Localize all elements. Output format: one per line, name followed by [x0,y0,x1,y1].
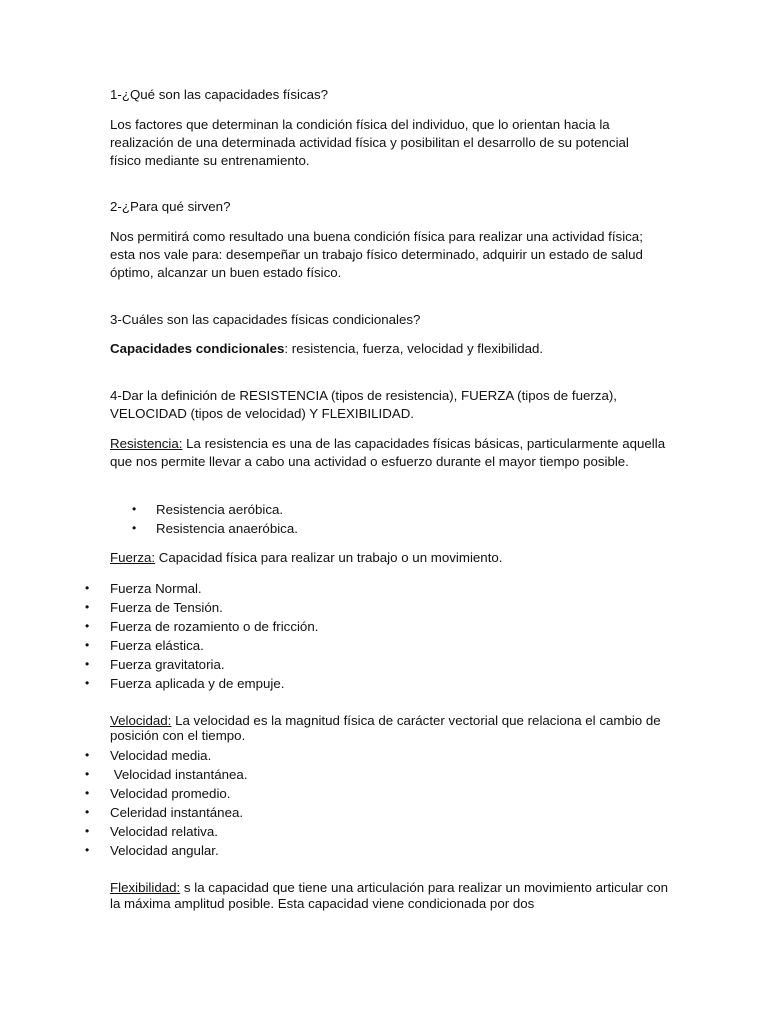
bullet-icon: • [85,676,90,690]
answer-2: Nos permitirá como resultado una buena condición física para realizar una actividad física; esta nos vale para: desempeñar un trabajo físico determinado, adquirir un estado de salud óptimo, alcanzar un buen estado físico. [110,229,643,280]
list-item-text: Fuerza elástica. [110,638,204,653]
resistencia-definition [110,435,670,471]
bullet-icon: • [85,657,90,671]
bullet-icon: • [85,786,90,800]
bullet-icon: • [85,805,90,819]
resistencia-label: Resistencia: [110,436,183,451]
list-item-text: Velocidad promedio. [110,786,231,801]
bullet-icon: • [85,824,90,838]
fuerza-definition [110,549,670,567]
bullet-icon: • [132,502,137,516]
answer-3 [110,340,670,358]
bullet-icon: • [85,581,90,595]
list-item-text: Celeridad instantánea. [110,805,244,820]
question-2: 2-¿Para qué sirven? [110,199,231,214]
list-item [85,803,248,822]
bullet-icon: • [85,619,90,633]
bullet-icon: • [85,638,90,652]
list-item [85,579,318,598]
list-item [85,617,319,636]
list-item-text: Velocidad instantánea. [110,767,248,782]
velocidad-text: La velocidad es la magnitud física de carácter vectorial que relaciona el cambio de posición con el tiempo. [110,713,661,743]
fuerza-text: Capacidad física para realizar un trabajo o un movimiento. [155,550,503,565]
list-item-text: Velocidad angular. [110,843,219,858]
list-item [85,822,248,841]
list-item [85,674,318,693]
list-item [85,636,318,655]
list-item-text: Fuerza Normal. [110,581,202,596]
velocidad-definition [110,713,670,743]
list-item-text: Fuerza gravitatoria. [110,657,225,672]
list-item [132,519,298,538]
flexibilidad-text: s la capacidad que tiene una articulación para realizar un movimiento articular con la máxima amplitud posible. Esta capacidad viene condicionada por dos [110,880,669,911]
bullet-icon: • [85,600,90,614]
list-item-text: Fuerza de rozamiento o de fricción. [110,619,319,634]
list-item [85,765,248,784]
answer-3-text: : resistencia, fuerza, velocidad y flexibilidad. [284,341,544,356]
list-item [85,655,318,674]
answer-1: Los factores que determinan la condición física del individuo, que lo orientan hacia la realización de una determinada actividad física y posibilitan el desarrollo de su potencial físico mediante su entrenamiento. [110,117,629,168]
bullet-icon: • [85,843,90,857]
fuerza-types-list [85,579,319,693]
list-item-text: Velocidad relativa. [110,824,218,839]
list-item [85,841,248,860]
flexibilidad-label: Flexibilidad: [110,880,181,895]
resistencia-text: La resistencia es una de las capacidades físicas básicas, particularmente aquella que nos permite llevar a cabo una actividad o esfuerzo durante el mayor tiempo posible. [110,436,666,469]
bullet-icon: • [85,748,90,762]
resistencia-types-list [132,500,298,538]
list-item [85,784,248,803]
question-4: 4-Dar la definición de RESISTENCIA (tipos de resistencia), FUERZA (tipos de fuerza), VELOCIDAD (tipos de velocidad) Y FLEXIBILIDAD. [110,388,617,421]
bullet-icon: • [85,767,90,781]
list-item-text: Fuerza aplicada y de empuje. [110,676,285,691]
question-3: 3-Cuáles son las capacidades físicas condicionales? [110,312,421,327]
list-item [85,746,248,765]
list-item-text: Velocidad media. [110,748,212,763]
velocidad-types-list [85,746,248,860]
question-1: 1-¿Qué son las capacidades físicas? [110,87,329,102]
list-item [85,598,318,617]
list-item-text: Resistencia aeróbica. [156,502,284,517]
bullet-icon: • [132,521,137,535]
list-item-text: Resistencia anaeróbica. [156,521,298,536]
fuerza-label: Fuerza: [110,550,156,565]
velocidad-label: Velocidad: [110,713,172,728]
answer-3-label: Capacidades condicionales [110,341,285,356]
list-item [132,500,298,519]
flexibilidad-definition [110,880,670,912]
list-item-text: Fuerza de Tensión. [110,600,223,615]
